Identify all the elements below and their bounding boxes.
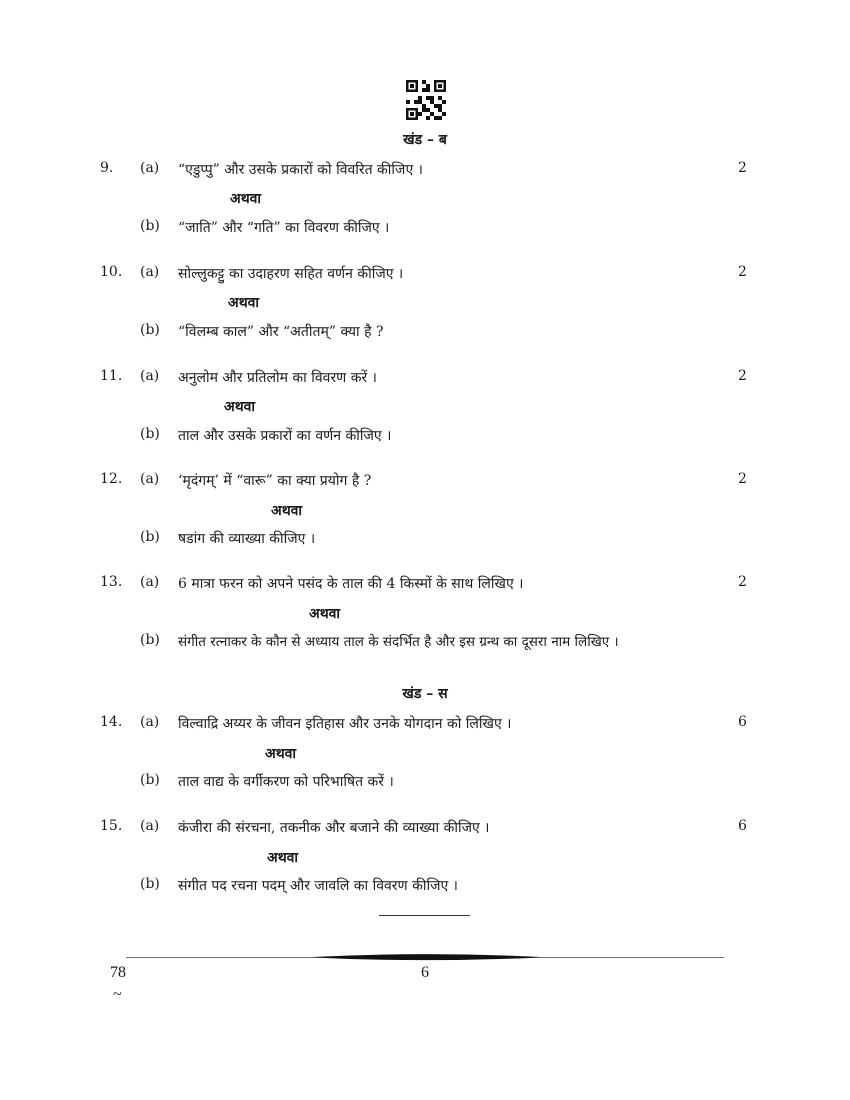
question-9-b — [0, 218, 850, 240]
athwa-label: अथवा — [228, 295, 260, 311]
question-14-a — [0, 714, 850, 736]
option-label: (a) — [140, 368, 160, 384]
question-text: कंजीरा की संरचना, तकनीक और बजाने की व्याख्या कीजिए । — [178, 820, 490, 836]
question-text: ‘मृदंगम्’ में “वारू” का क्या प्रयोग है ? — [178, 473, 372, 489]
option-label: (a) — [140, 160, 160, 176]
question-text: “विलम्ब काल” और “अतीतम्” क्या है ? — [178, 324, 384, 340]
end-of-paper-line — [379, 915, 470, 916]
question-text: विल्वाद्रि अय्यर के जीवन इतिहास और उनके योगदान को लिखिए । — [178, 716, 512, 732]
footer-rule — [126, 952, 724, 962]
option-label: (b) — [140, 322, 160, 338]
footer-paper-code: 78 — [110, 964, 126, 981]
question-14-b — [0, 772, 850, 794]
option-label: (a) — [140, 471, 160, 487]
question-number: 15. — [100, 818, 123, 834]
question-marks: 2 — [738, 264, 747, 280]
footer-tilde-mark: ~ — [113, 986, 122, 1003]
section-title-b: खंड – ब — [403, 132, 447, 148]
option-label: (b) — [140, 426, 160, 442]
question-number: 12. — [100, 471, 123, 487]
question-15-b — [0, 876, 850, 898]
section-title-c: खंड – स — [402, 686, 448, 702]
option-label: (a) — [140, 264, 160, 280]
question-marks: 2 — [738, 160, 747, 176]
question-13-b — [0, 632, 850, 654]
question-11-a — [0, 368, 850, 390]
question-15-a — [0, 818, 850, 840]
question-text: संगीत पद रचना पदम् और जावलि का विवरण कीजिए । — [178, 878, 458, 894]
question-number: 13. — [100, 574, 123, 590]
question-marks: 2 — [738, 368, 747, 384]
question-9-a — [0, 160, 850, 182]
athwa-label: अथवा — [224, 399, 256, 415]
option-label: (b) — [140, 772, 160, 788]
option-label: (b) — [140, 529, 160, 545]
option-label: (a) — [140, 574, 160, 590]
question-text: ताल वाद्य के वर्गीकरण को परिभाषित करें । — [178, 774, 394, 790]
question-text: ताल और उसके प्रकारों का वर्णन कीजिए । — [178, 428, 392, 444]
question-marks: 2 — [738, 574, 747, 590]
question-number: 9. — [100, 160, 114, 176]
athwa-label: अथवा — [271, 503, 303, 519]
athwa-label: अथवा — [265, 746, 297, 762]
question-text: “एडुप्पु” और उसके प्रकारों को विवरित कीजिए । — [178, 162, 423, 178]
question-marks: 6 — [738, 818, 747, 834]
question-12-a — [0, 471, 850, 493]
question-12-b — [0, 529, 850, 551]
athwa-label: अथवा — [309, 606, 341, 622]
question-13-a — [0, 574, 850, 596]
option-label: (a) — [140, 818, 160, 834]
question-text: “जाति” और “गति” का विवरण कीजिए । — [178, 220, 390, 236]
question-text: सोल्लुकट्टु का उदाहरण सहित वर्णन कीजिए । — [178, 266, 404, 282]
question-text: संगीत रत्नाकर के कौन से अध्याय ताल के संदर्भित है और इस ग्रन्थ का दूसरा नाम लिखिए । — [178, 634, 619, 650]
option-label: (b) — [140, 218, 160, 234]
question-10-b — [0, 322, 850, 344]
option-label: (b) — [140, 632, 160, 648]
athwa-label: अथवा — [267, 850, 299, 866]
question-text: 6 मात्रा फरन को अपने पसंद के ताल की 4 किस्मों के साथ लिखिए । — [178, 576, 524, 592]
question-number: 11. — [100, 368, 123, 384]
question-number: 14. — [100, 714, 123, 730]
option-label: (b) — [140, 876, 160, 892]
question-text: अनुलोम और प्रतिलोम का विवरण करें । — [178, 370, 377, 386]
question-text: षडांग की व्याख्या कीजिए । — [178, 531, 316, 547]
option-label: (a) — [140, 714, 160, 730]
athwa-label: अथवा — [230, 191, 262, 207]
question-marks: 2 — [738, 471, 747, 487]
question-11-b — [0, 426, 850, 448]
question-marks: 6 — [738, 714, 747, 730]
qr-code — [406, 80, 446, 120]
question-number: 10. — [100, 264, 123, 280]
footer-page-number: 6 — [421, 964, 429, 981]
question-10-a — [0, 264, 850, 286]
